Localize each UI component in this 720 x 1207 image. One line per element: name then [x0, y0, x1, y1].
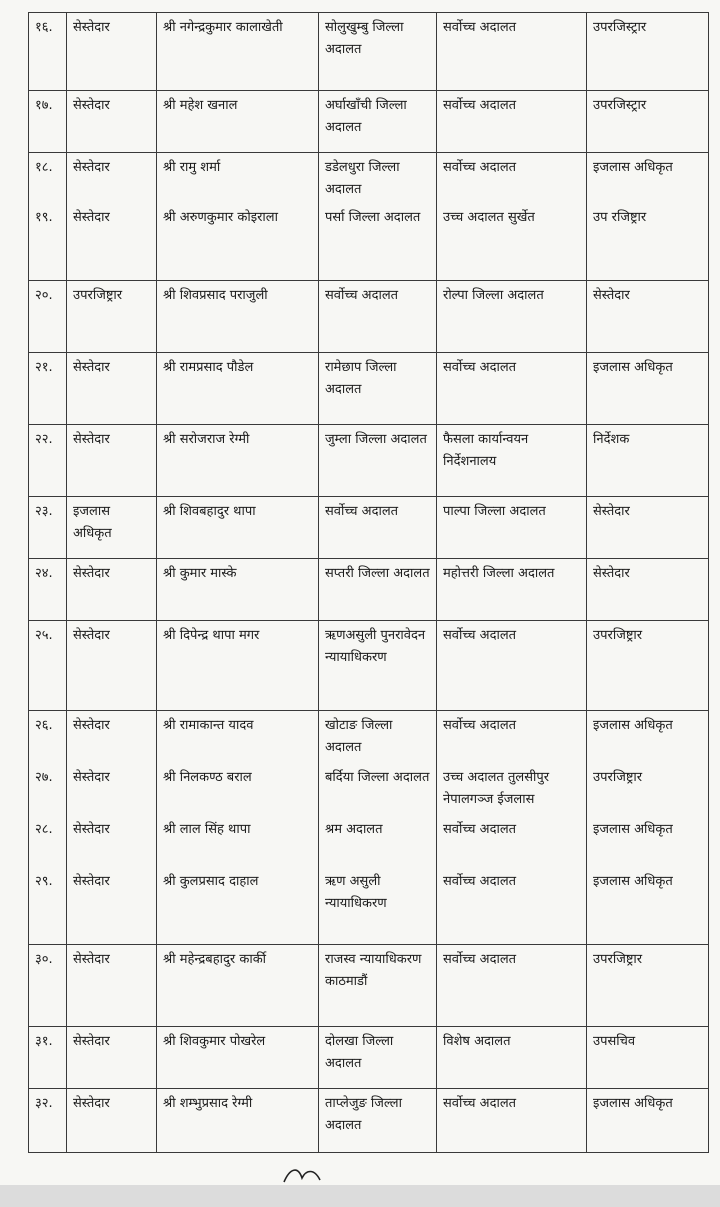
name-cell: श्री कुमार मास्के: [157, 559, 319, 621]
current-post-cell: उपरजिष्ट्रार: [67, 281, 157, 353]
name-cell: श्री महेन्द्रबहादुर कार्की: [157, 945, 319, 1027]
from-office-cell: दोलखा जिल्ला अदालत: [319, 1027, 437, 1089]
name-cell: श्री शिवकुमार पोखरेल: [157, 1027, 319, 1089]
serial-cell: १७.: [29, 91, 67, 153]
serial-cell: १९.: [29, 203, 67, 281]
current-post-cell: सेस्तेदार: [67, 353, 157, 425]
from-office-cell: डडेलधुरा जिल्ला अदालत: [319, 153, 437, 203]
table-row: [29, 153, 709, 203]
current-post-cell: सेस्तेदार: [67, 867, 157, 945]
name-cell: श्री शम्भुप्रसाद रेग्मी: [157, 1089, 319, 1153]
new-post-cell: निर्देशक: [587, 425, 709, 497]
serial-cell: ३२.: [29, 1089, 67, 1153]
serial-cell: २२.: [29, 425, 67, 497]
to-office-cell: सर्वोच्च अदालत: [437, 91, 587, 153]
name-cell: श्री दिपेन्द्र थापा मगर: [157, 621, 319, 711]
current-post-cell: सेस्तेदार: [67, 425, 157, 497]
name-cell: श्री रामाकान्त यादव: [157, 711, 319, 763]
from-office-cell: बर्दिया जिल्ला अदालत: [319, 763, 437, 815]
to-office-cell: सर्वोच्च अदालत: [437, 945, 587, 1027]
name-cell: श्री महेश खनाल: [157, 91, 319, 153]
table-row: [29, 353, 709, 425]
to-office-cell: सर्वोच्च अदालत: [437, 1089, 587, 1153]
current-post-cell: सेस्तेदार: [67, 763, 157, 815]
serial-cell: ३०.: [29, 945, 67, 1027]
current-post-cell: सेस्तेदार: [67, 559, 157, 621]
to-office-cell: सर्वोच्च अदालत: [437, 353, 587, 425]
new-post-cell: उपरजिष्ट्रार: [587, 763, 709, 815]
to-office-cell: फैसला कार्यान्वयन निर्देशनालय: [437, 425, 587, 497]
to-office-cell: सर्वोच्च अदालत: [437, 13, 587, 91]
new-post-cell: सेस्तेदार: [587, 497, 709, 559]
name-cell: श्री कुलप्रसाद दाहाल: [157, 867, 319, 945]
table-row: [29, 281, 709, 353]
name-cell: श्री शिवबहादुर थापा: [157, 497, 319, 559]
current-post-cell: सेस्तेदार: [67, 621, 157, 711]
to-office-cell: सर्वोच्च अदालत: [437, 867, 587, 945]
serial-cell: २६.: [29, 711, 67, 763]
new-post-cell: सेस्तेदार: [587, 281, 709, 353]
new-post-cell: उपरजिस्ट्रार: [587, 91, 709, 153]
from-office-cell: रामेछाप जिल्ला अदालत: [319, 353, 437, 425]
signature-mark: [280, 1160, 350, 1184]
name-cell: श्री निलकण्ठ बराल: [157, 763, 319, 815]
current-post-cell: सेस्तेदार: [67, 1027, 157, 1089]
table-row: [29, 1089, 709, 1153]
table-row: [29, 867, 709, 945]
table-row: [29, 711, 709, 763]
from-office-cell: सोलुखुम्बु जिल्ला अदालत: [319, 13, 437, 91]
serial-cell: १८.: [29, 153, 67, 203]
table-row: [29, 945, 709, 1027]
table-row: [29, 1027, 709, 1089]
table-row: [29, 497, 709, 559]
serial-cell: ३१.: [29, 1027, 67, 1089]
table-row: [29, 203, 709, 281]
serial-cell: २९.: [29, 867, 67, 945]
current-post-cell: सेस्तेदार: [67, 91, 157, 153]
from-office-cell: अर्घाखाँची जिल्ला अदालत: [319, 91, 437, 153]
from-office-cell: श्रम अदालत: [319, 815, 437, 867]
new-post-cell: उप रजिष्ट्रार: [587, 203, 709, 281]
from-office-cell: खोटाङ जिल्ला अदालत: [319, 711, 437, 763]
to-office-cell: पाल्पा जिल्ला अदालत: [437, 497, 587, 559]
from-office-cell: जुम्ला जिल्ला अदालत: [319, 425, 437, 497]
name-cell: श्री लाल सिंह थापा: [157, 815, 319, 867]
table-row: [29, 559, 709, 621]
from-office-cell: सर्वोच्च अदालत: [319, 281, 437, 353]
to-office-cell: सर्वोच्च अदालत: [437, 621, 587, 711]
to-office-cell: सर्वोच्च अदालत: [437, 153, 587, 203]
new-post-cell: उपसचिव: [587, 1027, 709, 1089]
new-post-cell: सेस्तेदार: [587, 559, 709, 621]
new-post-cell: इजलास अधिकृत: [587, 711, 709, 763]
to-office-cell: रोल्पा जिल्ला अदालत: [437, 281, 587, 353]
from-office-cell: ऋणअसुली पुनरावेदन न्यायाधिकरण: [319, 621, 437, 711]
current-post-cell: सेस्तेदार: [67, 153, 157, 203]
serial-cell: २५.: [29, 621, 67, 711]
new-post-cell: उपरजिष्ट्रार: [587, 621, 709, 711]
table-row: [29, 91, 709, 153]
serial-cell: २८.: [29, 815, 67, 867]
from-office-cell: राजस्व न्यायाधिकरण काठमाडौं: [319, 945, 437, 1027]
name-cell: श्री नगेन्द्रकुमार कालाखेती: [157, 13, 319, 91]
new-post-cell: उपरजिष्ट्रार: [587, 945, 709, 1027]
name-cell: श्री सरोजराज रेग्मी: [157, 425, 319, 497]
table-row: [29, 815, 709, 867]
from-office-cell: सप्तरी जिल्ला अदालत: [319, 559, 437, 621]
new-post-cell: उपरजिस्ट्रार: [587, 13, 709, 91]
to-office-cell: महोत्तरी जिल्ला अदालत: [437, 559, 587, 621]
name-cell: श्री रामप्रसाद पौडेल: [157, 353, 319, 425]
to-office-cell: विशेष अदालत: [437, 1027, 587, 1089]
to-office-cell: उच्च अदालत सुर्खेत: [437, 203, 587, 281]
screen-bottom-bar: [0, 1185, 720, 1207]
name-cell: श्री रामु शर्मा: [157, 153, 319, 203]
current-post-cell: सेस्तेदार: [67, 711, 157, 763]
from-office-cell: ताप्लेजुङ जिल्ला अदालत: [319, 1089, 437, 1153]
new-post-cell: इजलास अधिकृत: [587, 1089, 709, 1153]
to-office-cell: उच्च अदालत तुलसीपुर नेपालगञ्ज ईजलास: [437, 763, 587, 815]
serial-cell: २४.: [29, 559, 67, 621]
serial-cell: २१.: [29, 353, 67, 425]
to-office-cell: सर्वोच्च अदालत: [437, 815, 587, 867]
serial-cell: १६.: [29, 13, 67, 91]
table-row: [29, 13, 709, 91]
table-row: [29, 621, 709, 711]
table-row: [29, 425, 709, 497]
from-office-cell: सर्वोच्च अदालत: [319, 497, 437, 559]
new-post-cell: इजलास अधिकृत: [587, 815, 709, 867]
serial-cell: २७.: [29, 763, 67, 815]
current-post-cell: सेस्तेदार: [67, 203, 157, 281]
current-post-cell: सेस्तेदार: [67, 945, 157, 1027]
serial-cell: २०.: [29, 281, 67, 353]
to-office-cell: सर्वोच्च अदालत: [437, 711, 587, 763]
new-post-cell: इजलास अधिकृत: [587, 353, 709, 425]
current-post-cell: सेस्तेदार: [67, 13, 157, 91]
from-office-cell: ऋण असुली न्यायाधिकरण: [319, 867, 437, 945]
name-cell: श्री शिवप्रसाद पराजुली: [157, 281, 319, 353]
table-row: [29, 763, 709, 815]
new-post-cell: इजलास अधिकृत: [587, 867, 709, 945]
current-post-cell: सेस्तेदार: [67, 1089, 157, 1153]
current-post-cell: इजलास अधिकृत: [67, 497, 157, 559]
serial-cell: २३.: [29, 497, 67, 559]
from-office-cell: पर्सा जिल्ला अदालत: [319, 203, 437, 281]
current-post-cell: सेस्तेदार: [67, 815, 157, 867]
name-cell: श्री अरुणकुमार कोइराला: [157, 203, 319, 281]
new-post-cell: इजलास अधिकृत: [587, 153, 709, 203]
transfer-table: [28, 12, 709, 1153]
